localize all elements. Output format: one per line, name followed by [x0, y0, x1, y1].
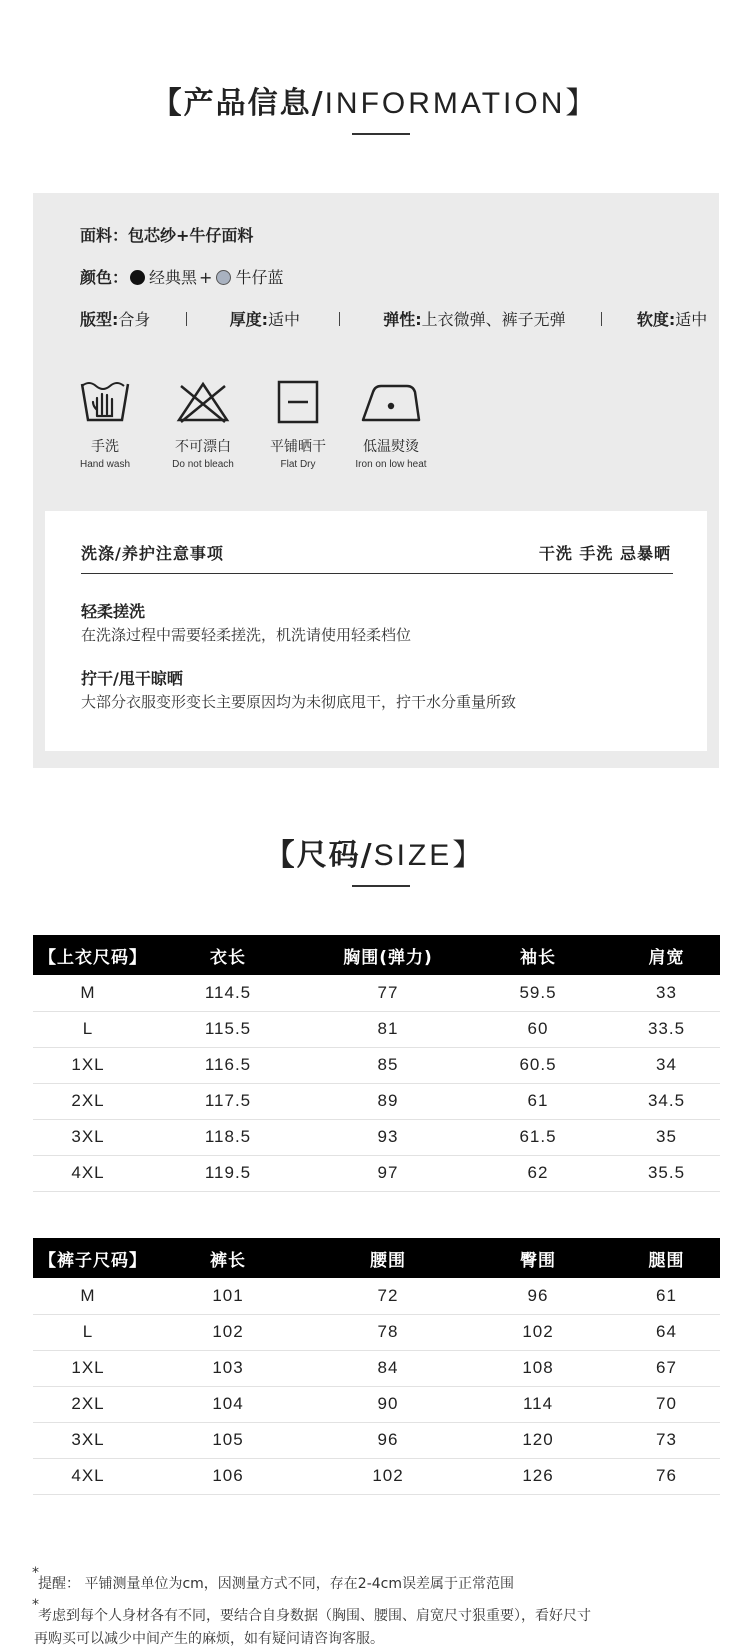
table-cell: 104	[143, 1386, 313, 1422]
table-cell: 62	[463, 1155, 613, 1191]
color-swatch-black	[130, 270, 145, 285]
softness-label: 软度:	[636, 310, 676, 329]
table-cell: 59.5	[463, 975, 613, 1011]
fit-value: 合身	[118, 310, 151, 329]
product-info-panel	[33, 193, 719, 768]
table-header: 腰围	[313, 1238, 463, 1278]
fabric-row	[80, 223, 253, 246]
fabric-value: 包芯纱+牛仔面料	[128, 226, 254, 245]
information-title-zh: 【产品信息/	[151, 86, 325, 121]
table-row	[33, 1155, 720, 1191]
table-cell: 35	[613, 1119, 720, 1155]
table-cell: 106	[143, 1458, 313, 1494]
table-header: 臀围	[463, 1238, 613, 1278]
table-cell: 78	[313, 1314, 463, 1350]
footnote-advice	[32, 1597, 591, 1625]
table-row	[33, 1047, 720, 1083]
table-cell: 97	[313, 1155, 463, 1191]
table-cell: 118.5	[143, 1119, 313, 1155]
table-cell: 102	[463, 1314, 613, 1350]
table-cell: 61.5	[463, 1119, 613, 1155]
size-title-en: SIZE】	[373, 839, 486, 872]
care-label-en: Flat Dry	[280, 459, 316, 470]
size-title-underline	[352, 885, 410, 887]
attr-separator	[339, 312, 340, 326]
table-cell: M	[33, 1278, 143, 1314]
care-label-en: Iron on low heat	[355, 459, 427, 470]
footnote-text: 提醒： 平铺测量单位为cm，因测量方式不同，存在2-4cm误差属于正常范围	[38, 1576, 514, 1592]
table-cell: 1XL	[33, 1350, 143, 1386]
table-cell: 81	[313, 1011, 463, 1047]
care-label-en: Hand wash	[79, 459, 131, 470]
table-cell: 102	[143, 1314, 313, 1350]
table-row	[33, 1314, 720, 1350]
table-header-row	[33, 935, 720, 975]
table-cell: 77	[313, 975, 463, 1011]
table-row	[33, 1350, 720, 1386]
table-cell: 93	[313, 1119, 463, 1155]
table-cell: 89	[313, 1083, 463, 1119]
color-label: 颜色：	[80, 268, 129, 287]
top-size-table	[33, 935, 720, 1192]
no-bleach-icon	[175, 378, 231, 426]
color-name-denim: 牛仔蓝	[235, 268, 284, 287]
table-cell: 101	[143, 1278, 313, 1314]
footnote-text: 再购买可以减少中间产生的麻烦，如有疑问请咨询客服。	[34, 1631, 384, 1647]
elasticity-label: 弹性:	[383, 310, 422, 329]
table-cell: 114.5	[143, 975, 313, 1011]
table-header: 腿围	[613, 1238, 720, 1278]
table-cell: 114	[463, 1386, 613, 1422]
table-cell: 67	[613, 1350, 720, 1386]
table-cell: 120	[463, 1422, 613, 1458]
table-row	[33, 1386, 720, 1422]
table-row	[33, 1119, 720, 1155]
table-cell: 2XL	[33, 1386, 143, 1422]
table-cell: 34.5	[613, 1083, 720, 1119]
table-cell: 2XL	[33, 1083, 143, 1119]
care-label-zh: 平铺晒干	[270, 439, 326, 455]
hand-wash-icon	[78, 378, 132, 426]
table-cell: 4XL	[33, 1155, 143, 1191]
color-join: +	[199, 268, 213, 287]
table-cell: 60	[463, 1011, 613, 1047]
attr-separator	[601, 312, 602, 326]
color-row	[80, 265, 283, 288]
table-cell: 90	[313, 1386, 463, 1422]
table-cell: 119.5	[143, 1155, 313, 1191]
notice-item-desc: 大部分衣服变形变长主要原因均为未彻底甩干，拧干水分重量所致	[81, 693, 517, 711]
elasticity-value: 上衣微弹、裤子无弹	[421, 310, 566, 329]
table-row	[33, 1278, 720, 1314]
table-header: 胸围(弹力)	[313, 935, 463, 975]
table-cell: 117.5	[143, 1083, 313, 1119]
table-row	[33, 1458, 720, 1494]
notice-item-title: 拧干/甩干晾晒	[81, 669, 183, 688]
table-cell: 60.5	[463, 1047, 613, 1083]
table-cell: 116.5	[143, 1047, 313, 1083]
fit-label: 版型:	[80, 310, 119, 329]
table-cell: 105	[143, 1422, 313, 1458]
table-header: 【上衣尺码】	[33, 935, 143, 975]
notice-item-desc: 在洗涤过程中需要轻柔搓洗，机洗请使用轻柔档位	[81, 626, 412, 644]
care-item-low-iron	[336, 378, 446, 470]
attribute-row	[80, 307, 707, 330]
table-cell: 4XL	[33, 1458, 143, 1494]
table-cell: 33.5	[613, 1011, 720, 1047]
footnote-star: *	[32, 1597, 39, 1613]
table-cell: 102	[313, 1458, 463, 1494]
table-cell: 61	[613, 1278, 720, 1314]
table-header: 裤长	[143, 1238, 313, 1278]
care-notice-card	[45, 511, 707, 751]
information-title-en: INFORMATION】	[324, 87, 599, 120]
footnote-text: 考虑到每个人身材各有不同，要结合自身数据（胸围、腰围、肩宽尺寸狠重要），看好尺寸	[38, 1608, 591, 1624]
table-cell: 3XL	[33, 1422, 143, 1458]
table-cell: 76	[613, 1458, 720, 1494]
size-title-zh: 【尺码/	[264, 838, 374, 873]
table-cell: 64	[613, 1314, 720, 1350]
footnote-measurement	[32, 1565, 514, 1593]
table-cell: 73	[613, 1422, 720, 1458]
table-cell: 85	[313, 1047, 463, 1083]
color-name-black: 经典黑	[149, 268, 198, 287]
care-item-no-bleach	[148, 378, 258, 470]
table-cell: 115.5	[143, 1011, 313, 1047]
table-cell: 72	[313, 1278, 463, 1314]
table-cell: 108	[463, 1350, 613, 1386]
flat-dry-icon	[276, 378, 320, 426]
table-cell: 1XL	[33, 1047, 143, 1083]
table-cell: 96	[313, 1422, 463, 1458]
attr-separator	[186, 312, 187, 326]
table-cell: 3XL	[33, 1119, 143, 1155]
table-cell: 34	[613, 1047, 720, 1083]
footnote-advice-line2	[34, 1628, 384, 1648]
care-label-zh: 不可漂白	[175, 439, 231, 455]
thickness-label: 厚度:	[229, 310, 269, 329]
table-cell: M	[33, 975, 143, 1011]
table-cell: 126	[463, 1458, 613, 1494]
thickness-value: 适中	[268, 310, 301, 329]
table-row	[33, 1422, 720, 1458]
low-iron-icon	[359, 378, 423, 426]
table-cell: L	[33, 1314, 143, 1350]
table-header: 衣长	[143, 935, 313, 975]
table-cell: 33	[613, 975, 720, 1011]
table-header: 袖长	[463, 935, 613, 975]
information-title-underline	[352, 133, 410, 135]
table-cell: 70	[613, 1386, 720, 1422]
notice-item-title: 轻柔搓洗	[81, 602, 146, 621]
table-cell: L	[33, 1011, 143, 1047]
table-cell: 96	[463, 1278, 613, 1314]
softness-value: 适中	[675, 310, 708, 329]
care-notice-heading: 洗涤/养护注意事项	[81, 544, 224, 563]
table-header: 肩宽	[613, 935, 720, 975]
table-cell: 61	[463, 1083, 613, 1119]
color-swatch-denim	[216, 270, 231, 285]
fabric-label: 面料：	[80, 226, 129, 245]
table-row	[33, 1011, 720, 1047]
table-cell: 84	[313, 1350, 463, 1386]
care-notice-summary: 干洗 手洗 忌暴晒	[538, 544, 671, 563]
table-row	[33, 975, 720, 1011]
divider	[81, 573, 673, 574]
care-label-zh: 低温熨烫	[363, 439, 419, 455]
pants-size-table	[33, 1238, 720, 1495]
table-row	[33, 1083, 720, 1119]
size-title	[0, 830, 750, 874]
table-cell: 35.5	[613, 1155, 720, 1191]
table-cell: 103	[143, 1350, 313, 1386]
care-item-hand-wash	[50, 378, 160, 470]
care-label-en: Do not bleach	[172, 459, 234, 470]
table-header-row	[33, 1238, 720, 1278]
table-header: 【裤子尺码】	[33, 1238, 143, 1278]
care-label-zh: 手洗	[91, 439, 119, 455]
information-title	[0, 78, 750, 122]
footnote-star: *	[32, 1565, 39, 1581]
